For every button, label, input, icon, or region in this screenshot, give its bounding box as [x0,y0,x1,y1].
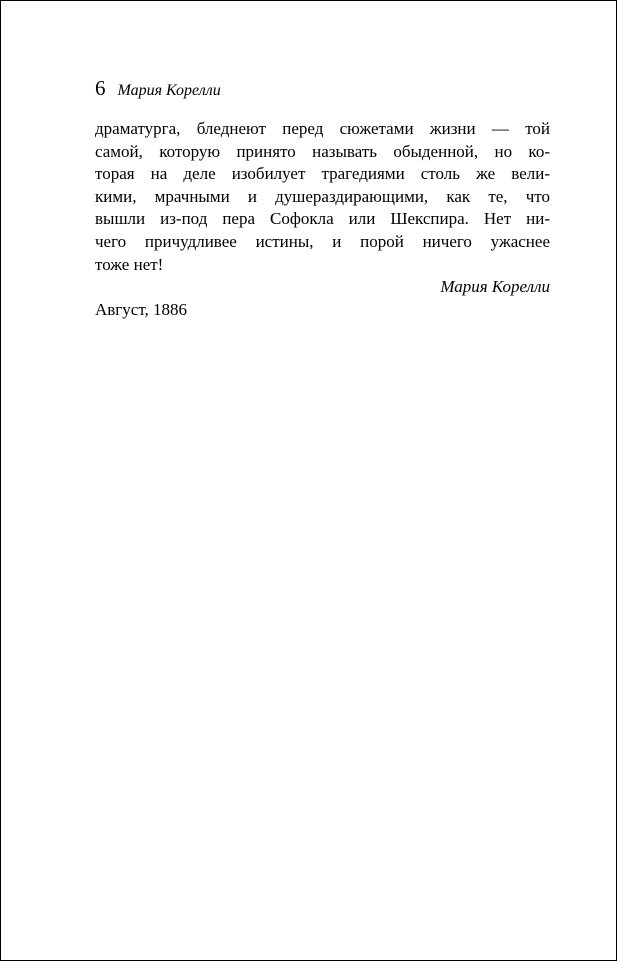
date-line: Август, 1886 [95,300,187,319]
page-number: 6 [95,76,106,100]
text-line: кими, мрачными и душераздирающими, как те, что [95,186,550,206]
text-line: драматурга, бледнеют перед сюжетами жизни — той [95,119,550,138]
text-line: торая на деле изобилует трагедиями столь же вели- [95,164,550,184]
text-line: самой, которую принято называть обыденной, но ко- [95,141,550,161]
text-line: тоже нет! [95,254,164,274]
body-paragraph [95,118,550,276]
text-line: вышли из-под пера Софокла или Шекспира. Нет ни- [95,209,550,229]
text-line: чего причудливее истины, и порой ничего ужаснее [95,231,550,251]
running-title: Мария Корелли [117,82,221,99]
running-head [95,76,221,104]
author-signature: Мария Корелли [440,277,550,296]
